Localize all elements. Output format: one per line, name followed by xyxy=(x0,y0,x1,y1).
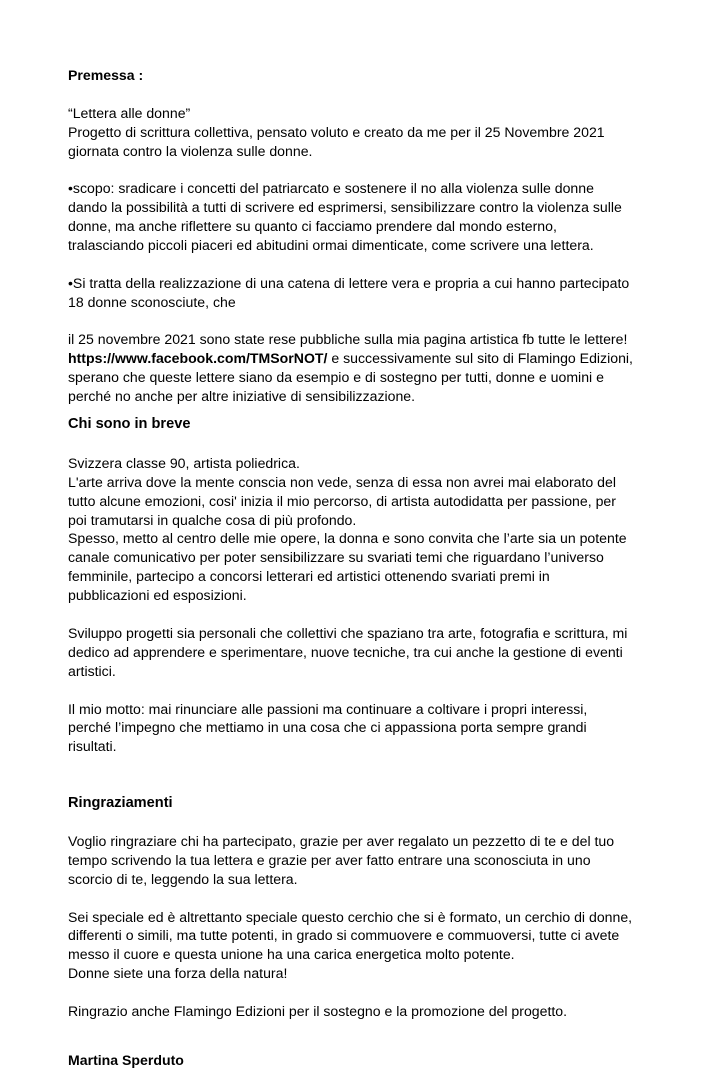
ringraziamenti-line: Voglio ringraziare chi ha partecipato, grazie per aver regalato un pezzetto di te e del tuo xyxy=(68,832,615,849)
pubblicazione-line-rest: e successivamente sul sito di Flamingo Edizioni, xyxy=(327,350,633,367)
chi-sono-line: canale comunicativo per poter sensibilizzare su svariati temi che riguardano l’universo xyxy=(68,549,604,566)
pubblicazione-line: sperano che queste lettere siano da esempio e di sostegno per tutti, donne e uomini e xyxy=(68,369,604,386)
document-page xyxy=(68,66,668,1070)
chi-sono-line: Svizzera classe 90, artista poliedrica. xyxy=(68,454,300,471)
scopo-line: donne, ma anche riflettere su quanto ci facciamo prendere dal mondo esterno, xyxy=(68,218,557,235)
ringraziamenti-line: Ringrazio anche Flamingo Edizioni per il sostegno e la promozione del progetto. xyxy=(68,1002,568,1019)
chi-sono-line: artistici. xyxy=(68,662,116,679)
facebook-link[interactable]: https://www.facebook.com/TMSorNOT/ xyxy=(68,350,328,367)
pubblicazione-line: perché no anche per altre iniziative di sensibilizzazione. xyxy=(68,388,416,405)
ringraziamenti-line: Sei speciale ed è altrettanto speciale questo cerchio che si è formato, un cerchio di donne, xyxy=(68,908,633,925)
scopo-line: dando la possibilità a tutti di scrivere ed esprimersi, sensibilizzare contro la violenza sulle xyxy=(68,199,622,216)
motto-line: risultati. xyxy=(68,738,117,755)
motto-line: Il mio motto: mai rinunciare alle passioni ma continuare a coltivare i propri interessi, xyxy=(68,700,588,717)
author-signature: Martina Sperduto xyxy=(68,1051,184,1068)
catena-line: 18 donne sconosciute, che xyxy=(68,293,236,310)
chi-sono-line: Spesso, metto al centro delle mie opere, la donna e sono convita che l’arte sia un potente xyxy=(68,530,627,547)
pubblicazione-line: il 25 novembre 2021 sono state rese pubbliche sulla mia pagina artistica fb tutte le lettere! xyxy=(68,331,628,348)
intro-line: giornata contro la violenza sulle donne. xyxy=(68,142,313,159)
ringraziamenti-line: messo il cuore e questa unione ha una carica energetica molto potente. xyxy=(68,946,515,963)
chi-sono-line: femminile, partecipo a concorsi letterari ed artistici ottenendo svariati premi in xyxy=(68,568,550,585)
chi-sono-line: poi tramutarsi in qualche cosa di più profondo. xyxy=(68,511,357,528)
chi-sono-line: L'arte arriva dove la mente conscia non vede, senza di essa non avrei mai elaborato del xyxy=(68,473,616,490)
ringraziamenti-line: differenti o simili, ma tutte potenti, in grado si commuovere e commuoversi, tutte ci avete xyxy=(68,927,620,944)
chi-sono-line: pubblicazioni ed esposizioni. xyxy=(68,587,247,604)
ringraziamenti-heading: Ringraziamenti xyxy=(68,795,173,812)
chi-sono-line: Sviluppo progetti sia personali che collettivi che spaziano tra arte, fotografia e scrittura, mi xyxy=(68,624,628,641)
scopo-line: •scopo: sradicare i concetti del patriarcato e sostenere il no alla violenza sulle donne xyxy=(68,180,594,197)
ringraziamenti-line: scorcio di te, leggendo la sua lettera. xyxy=(68,870,298,887)
project-title: “Lettera alle donne” xyxy=(68,104,191,121)
scopo-line: tralasciando piccoli piaceri ed abitudini ormai dimenticate, come scrivere una lettera. xyxy=(68,237,594,254)
motto-line: perché l’impegno che mettiamo in una cosa che ci appassiona porta sempre grandi xyxy=(68,719,587,736)
ringraziamenti-line: tempo scrivendo la tua lettera e grazie per aver fatto entrare una sconosciuta in uno xyxy=(68,851,591,868)
intro-line: Progetto di scrittura collettiva, pensato voluto e creato da me per il 25 Novembre 2021 xyxy=(68,123,605,140)
pubblicazione-line xyxy=(68,349,668,368)
chi-sono-line: dedico ad apprendere e sperimentare, nuove tecniche, tra cui anche la gestione di eventi xyxy=(68,643,623,660)
catena-line: •Si tratta della realizzazione di una catena di lettere vera e propria a cui hanno partecipato xyxy=(68,274,630,291)
chi-sono-heading: Chi sono in breve xyxy=(68,416,191,433)
ringraziamenti-line: Donne siete una forza della natura! xyxy=(68,965,288,982)
premessa-heading: Premessa : xyxy=(68,67,144,83)
chi-sono-line: tutto alcune emozioni, cosi' inizia il mio percorso, di artista autodidatta per passione, per xyxy=(68,492,616,509)
